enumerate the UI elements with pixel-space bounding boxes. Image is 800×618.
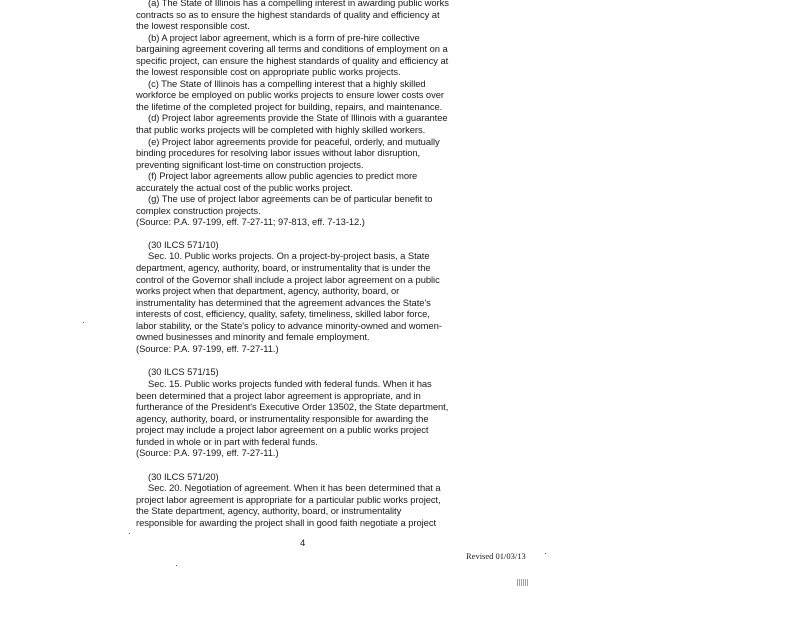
scan-speck: [129, 533, 130, 534]
text-line: instrumentality has determined that the agreement advances the State's: [136, 296, 431, 308]
text-line: department, agency, authority, board, or instrumentality that is under the: [136, 262, 431, 274]
text-line: responsible for awarding the project shall in good faith negotiate a project: [136, 516, 437, 528]
source-citation: (Source: P.A. 97-199, eff. 7-27-11.): [136, 342, 279, 354]
text-line: been determined that a project labor agreement is appropriate, and in: [136, 389, 421, 401]
source-citation: (Source: P.A. 97-199, eff. 7-27-11; 97-813, eff. 7-13-12.): [136, 216, 365, 228]
text-line: complex construction projects.: [136, 204, 261, 216]
text-line: (d) Project labor agreements provide the State of Illinois with a guarantee: [148, 112, 448, 124]
text-line: binding procedures for resolving labor issues without labor disruption,: [136, 147, 421, 159]
text-line: Sec. 20. Negotiation of agreement. When it has been determined that a: [148, 482, 441, 494]
text-line: the lowest responsible cost.: [136, 20, 250, 32]
text-line: accurately the actual cost of the public works project.: [136, 181, 353, 193]
text-line: (b) A project labor agreement, which is a form of pre-hire collective: [148, 31, 420, 43]
text-line: labor stability, or the State's policy to advance minority-owned and women-: [136, 319, 442, 331]
text-line: (f) Project labor agreements allow public agencies to predict more: [148, 170, 418, 182]
text-line: contracts so as to ensure the highest standards of quality and efficiency at: [136, 8, 440, 20]
text-line: the lowest responsible cost on appropriate public works projects.: [136, 66, 401, 78]
text-line: the lifetime of the completed project for building, repairs, and maintenance.: [136, 100, 443, 112]
text-line: Sec. 15. Public works projects funded with federal funds. When it has: [148, 377, 432, 389]
text-line: the State department, agency, authority, board, or instrumentality: [136, 505, 402, 517]
text-line: specific project, can ensure the highest standards of quality and efficiency at: [136, 54, 449, 66]
scan-speck: [545, 553, 546, 554]
scan-speck: [176, 565, 177, 566]
ilcs-citation: (30 ILCS 571/20): [148, 470, 219, 482]
text-line: agency, authority, board, or instrumentality responsible for awarding the: [136, 412, 429, 424]
revised-date: Revised 01/03/13: [466, 551, 526, 561]
text-line: (a) The State of Illinois has a compelling interest in awarding public works: [148, 0, 449, 8]
ilcs-citation: (30 ILCS 571/15): [148, 366, 219, 378]
text-line: funded in whole or in part with federal funds.: [136, 435, 318, 447]
text-line: project labor agreement is appropriate for a particular public works project,: [136, 493, 441, 505]
text-line: preventing significant lost-time on construction projects.: [136, 158, 364, 170]
text-line: project may include a project labor agreement on a public works project: [136, 424, 429, 436]
text-line: that public works projects will be completed with highly skilled workers.: [136, 124, 426, 136]
text-line: (e) Project labor agreements provide for peaceful, orderly, and mutually: [148, 135, 440, 147]
text-line: (c) The State of Illinois has a compelling interest that a highly skilled: [148, 77, 426, 89]
text-line: (g) The use of project labor agreements can be of particular benefit to: [148, 193, 433, 205]
text-line: owned businesses and minority and female employment.: [136, 331, 370, 343]
statute-text-column: [136, 0, 472, 529]
page-number: 4: [300, 538, 306, 549]
text-line: interests of cost, efficiency, quality, safety, timeliness, skilled labor force,: [136, 308, 430, 320]
text-line: furtherance of the President's Executive Order 13502, the State department,: [136, 401, 449, 413]
ilcs-citation: (30 ILCS 571/10): [148, 238, 219, 250]
scan-speck: [83, 322, 84, 323]
text-line: control of the Governor shall include a project labor agreement on a public: [136, 273, 440, 285]
text-line: bargaining agreement covering all terms and conditions of employment on a: [136, 43, 448, 55]
scan-mark: [517, 579, 529, 586]
text-line: works project when that department, agency, authority, board, or: [136, 285, 400, 297]
source-citation: (Source: P.A. 97-199, eff. 7-27-11.): [136, 447, 279, 459]
text-line: Sec. 10. Public works projects. On a project-by-project basis, a State: [148, 250, 430, 262]
text-line: workforce be employed on public works projects to ensure lower costs over: [136, 89, 444, 101]
